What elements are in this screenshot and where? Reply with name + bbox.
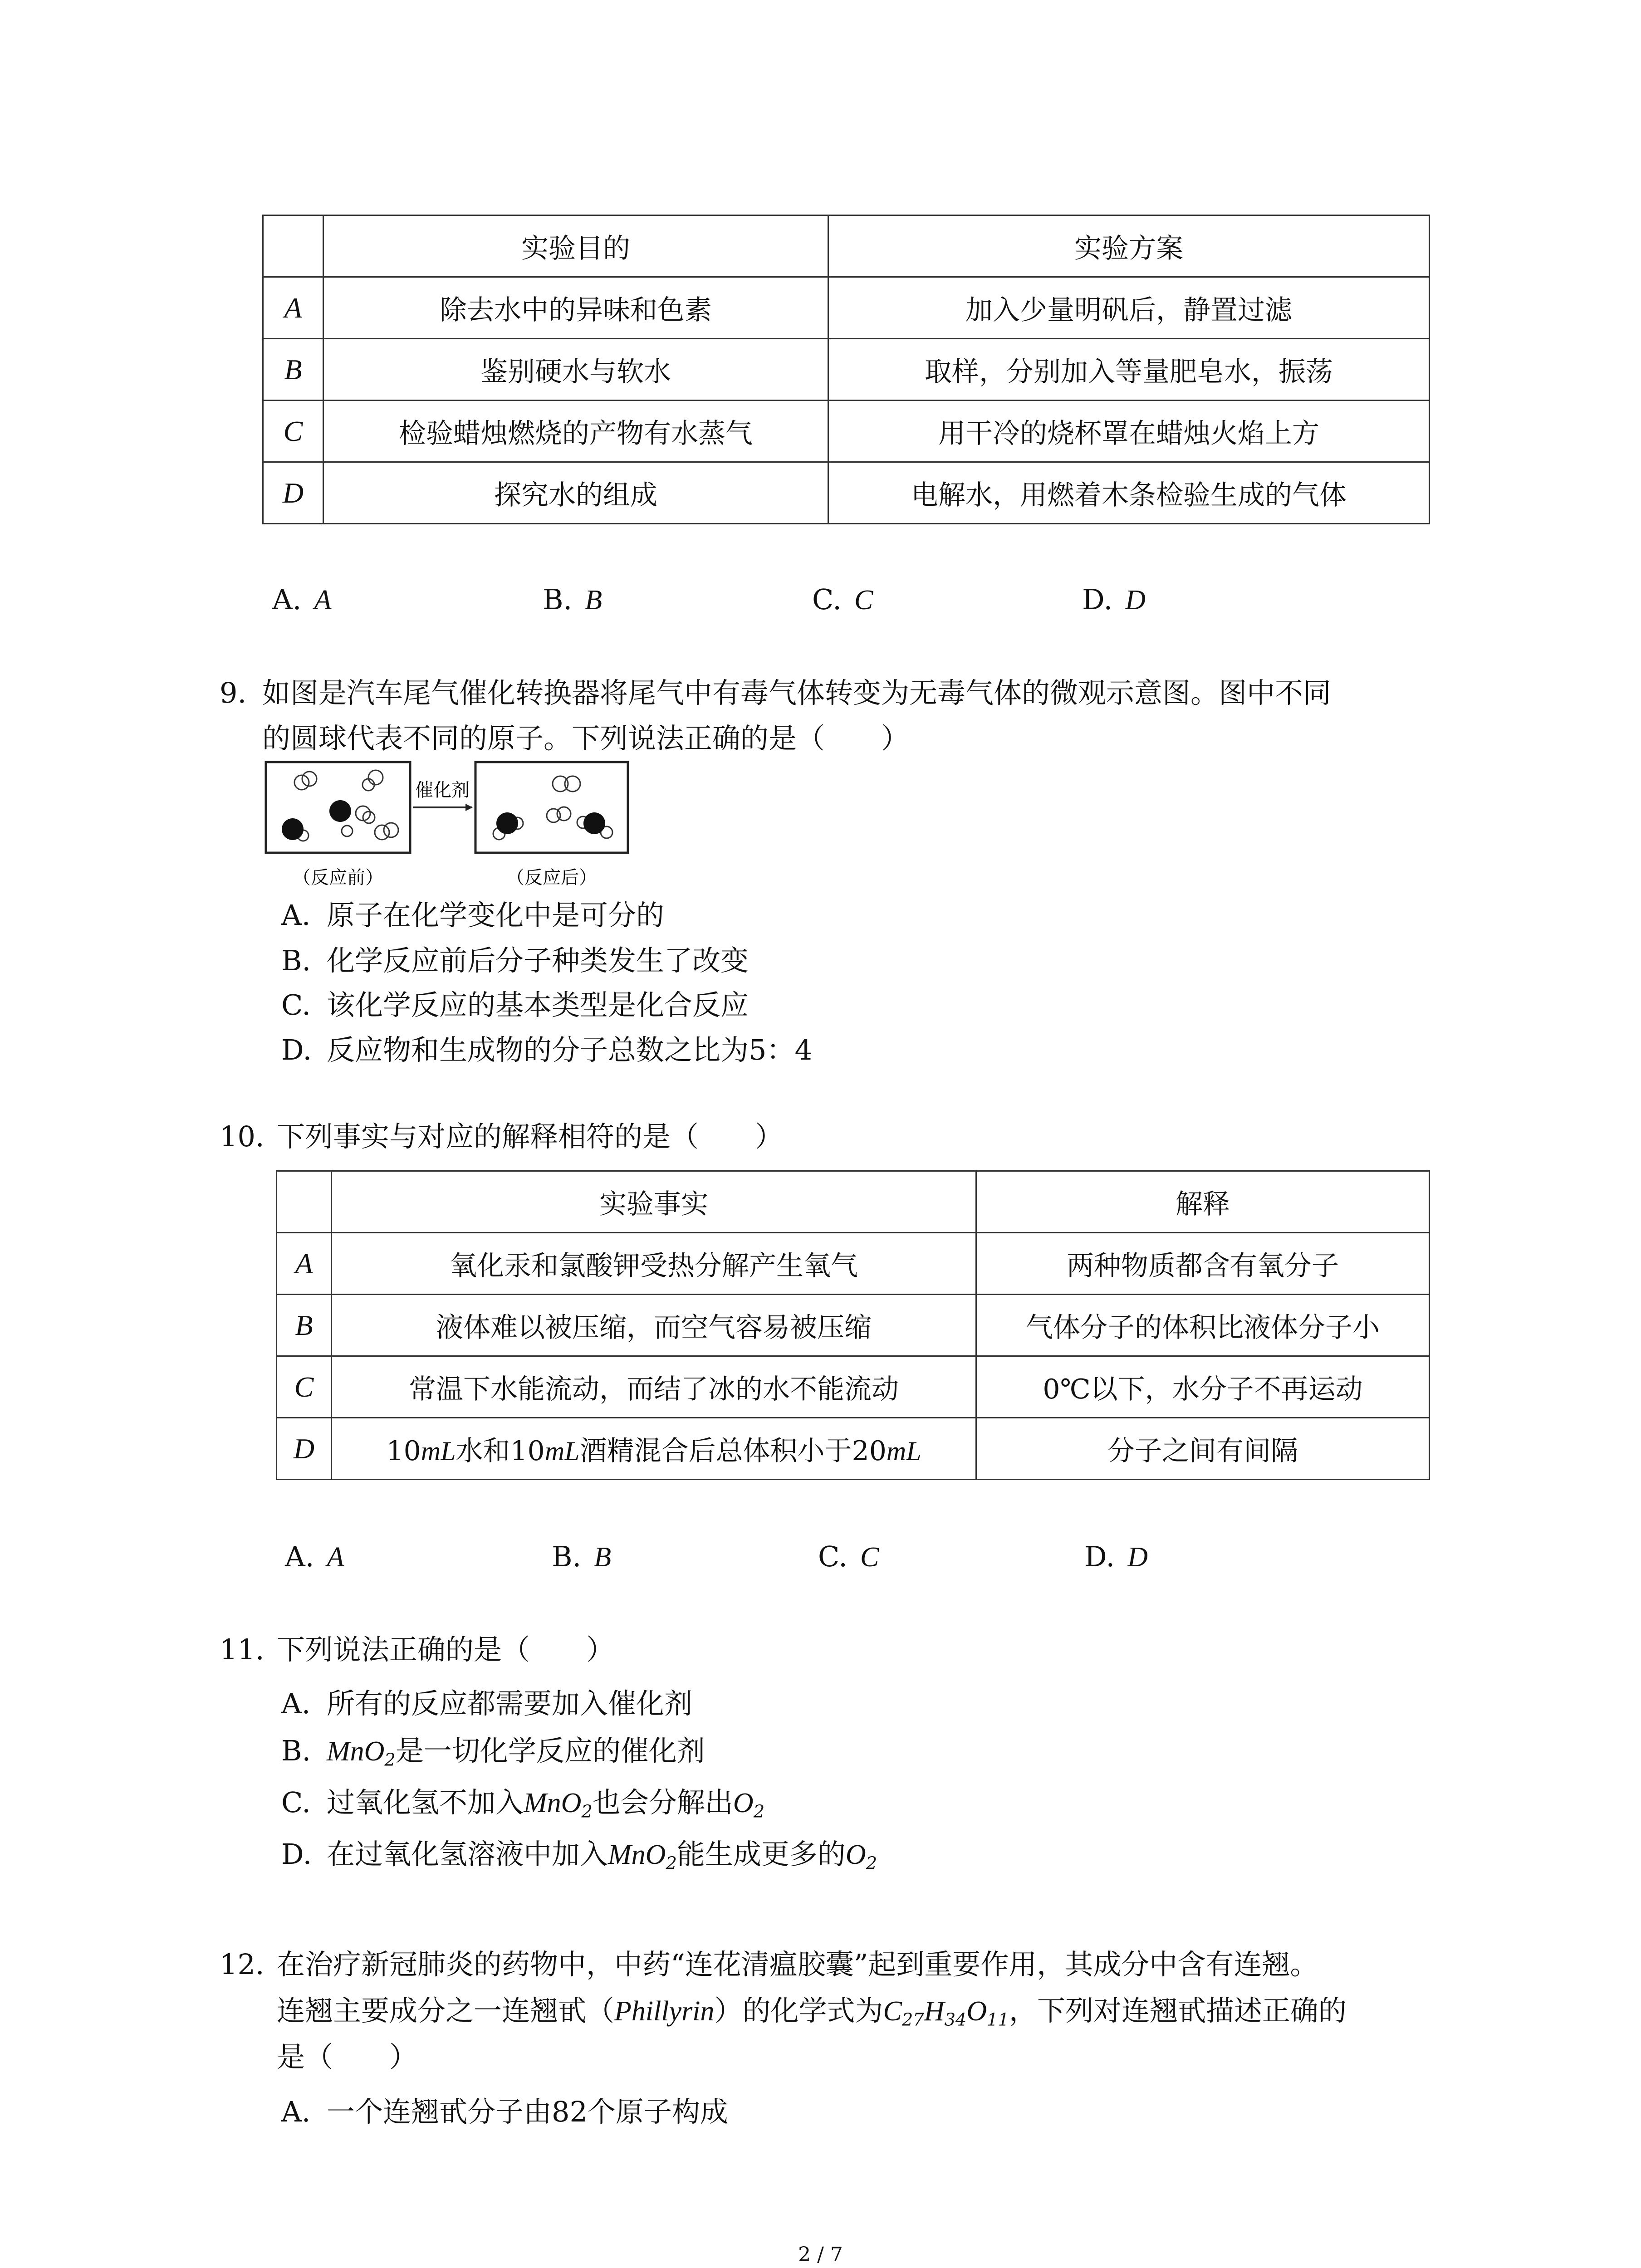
catalyst-label: 催化剂 (415, 780, 470, 801)
table1-row-purpose: 检验蜡烛燃烧的产物有水蒸气 (323, 401, 828, 462)
table1-row-purpose: 除去水中的异味和色素 (323, 277, 828, 339)
table2-header-explain: 解释 (976, 1171, 1430, 1233)
table2-row-explain: 分子之间有间隔 (976, 1418, 1430, 1480)
q9-choice-c[interactable]: C. 该化学反应的基本类型是化合反应 (281, 988, 749, 1022)
q9-reaction-diagram (263, 758, 653, 894)
q10-option-a[interactable]: A. A (285, 1540, 344, 1573)
table1-header-plan: 实验方案 (828, 215, 1430, 277)
q9-number: 9. (220, 676, 247, 709)
table1-row-purpose: 探究水的组成 (323, 462, 828, 524)
table1-header-empty (263, 215, 323, 277)
q9-stem-line1: 如图是汽车尾气催化转换器将尾气中有毒气体转变为无毒气体的微观示意图。图中不同 (262, 676, 1332, 709)
table1-row-key: B (263, 339, 323, 401)
q10-option-d[interactable]: D. D (1084, 1540, 1148, 1573)
table1-row-plan: 用干冷的烧杯罩在蜡烛火焰上方 (828, 401, 1430, 462)
q10-number: 10. (220, 1120, 265, 1153)
before-caption: （反应前） (293, 867, 383, 888)
table2-row-fact: 液体难以被压缩，而空气容易被压缩 (332, 1295, 976, 1356)
table1-row-purpose: 鉴别硬水与软水 (323, 339, 828, 401)
table2-row-key: D (277, 1418, 332, 1480)
q11-choice-b[interactable]: B. MnO$_2$是一切化学反应的催化剂 (281, 1734, 705, 1770)
q11-stem: 下列说法正确的是（ ） (277, 1633, 615, 1666)
table1-row-key: D (263, 462, 323, 524)
table2-row-explain: 两种物质都含有氧分子 (976, 1233, 1430, 1295)
table2-row-explain: 0℃以下，水分子不再运动 (976, 1356, 1430, 1418)
q8-option-a[interactable]: A. A (272, 583, 332, 616)
after-caption: （反应后） (506, 867, 597, 888)
q12-line3: 是（ ） (277, 2040, 418, 2073)
q9-choice-d[interactable]: D. 反应物和生成物的分子总数之比为5：4 (281, 1033, 813, 1066)
q12-line1: 在治疗新冠肺炎的药物中，中药“连花清瘟胶囊”起到重要作用，其成分中含有连翘。 (277, 1948, 1318, 1981)
q8-option-d[interactable]: D. D (1082, 583, 1146, 616)
table2-row-explain: 气体分子的体积比液体分子小 (976, 1295, 1430, 1356)
experiment-table-2 (276, 1170, 1430, 1480)
table1-row-plan: 加入少量明矾后，静置过滤 (828, 277, 1430, 339)
q8-option-b[interactable]: B. B (543, 583, 603, 616)
table2-row-key: A (277, 1233, 332, 1295)
q10-option-c[interactable]: C. C (818, 1540, 879, 1573)
q12-number: 12. (220, 1948, 265, 1981)
q10-stem: 下列事实与对应的解释相符的是（ ） (277, 1120, 784, 1153)
q10-option-b[interactable]: B. B (552, 1540, 612, 1573)
q12-line2: 连翘主要成分之一连翘甙（Phillyrin）的化学式为$C_{27}H_{34}O_{11}$，下列对连翘甙描述正确的 (277, 1994, 1347, 2030)
table1-row-plan: 电解水，用燃着木条检验生成的气体 (828, 462, 1430, 524)
table2-header-fact: 实验事实 (332, 1171, 976, 1233)
q11-choice-c[interactable]: C. 过氧化氢不加入MnO$_2$也会分解出$O_2$ (281, 1786, 765, 1822)
q9-choice-a[interactable]: A. 原子在化学变化中是可分的 (281, 899, 665, 932)
table1-header-purpose: 实验目的 (323, 215, 828, 277)
table1-row-plan: 取样，分别加入等量肥皂水，振荡 (828, 339, 1430, 401)
q11-choice-a[interactable]: A. 所有的反应都需要加入催化剂 (281, 1687, 693, 1720)
table2-row-key: C (277, 1356, 332, 1418)
q9-choice-b[interactable]: B. 化学反应前后分子种类发生了改变 (281, 944, 749, 977)
table2-row-fact: 氧化汞和氯酸钾受热分解产生氧气 (332, 1233, 976, 1295)
table1-row-key: A (263, 277, 323, 339)
q11-number: 11. (220, 1633, 265, 1666)
q12-choice-a[interactable]: A. 一个连翘甙分子由82个原子构成 (281, 2095, 728, 2128)
q11-choice-d[interactable]: D. 在过氧化氢溶液中加入MnO$_2$能生成更多的$O_2$ (281, 1838, 877, 1874)
page-number: 2 / 7 (798, 2243, 843, 2266)
table1-row-key: C (263, 401, 323, 462)
table2-row-fact: 10mL水和10mL酒精混合后总体积小于20mL (332, 1418, 976, 1480)
table2-header-empty (277, 1171, 332, 1233)
q9-stem-line2: 的圆球代表不同的原子。下列说法正确的是（ ） (262, 722, 910, 755)
q8-option-c[interactable]: C. C (812, 583, 873, 616)
table2-row-key: B (277, 1295, 332, 1356)
experiment-table-1 (262, 215, 1430, 524)
table2-row-fact: 常温下水能流动，而结了冰的水不能流动 (332, 1356, 976, 1418)
